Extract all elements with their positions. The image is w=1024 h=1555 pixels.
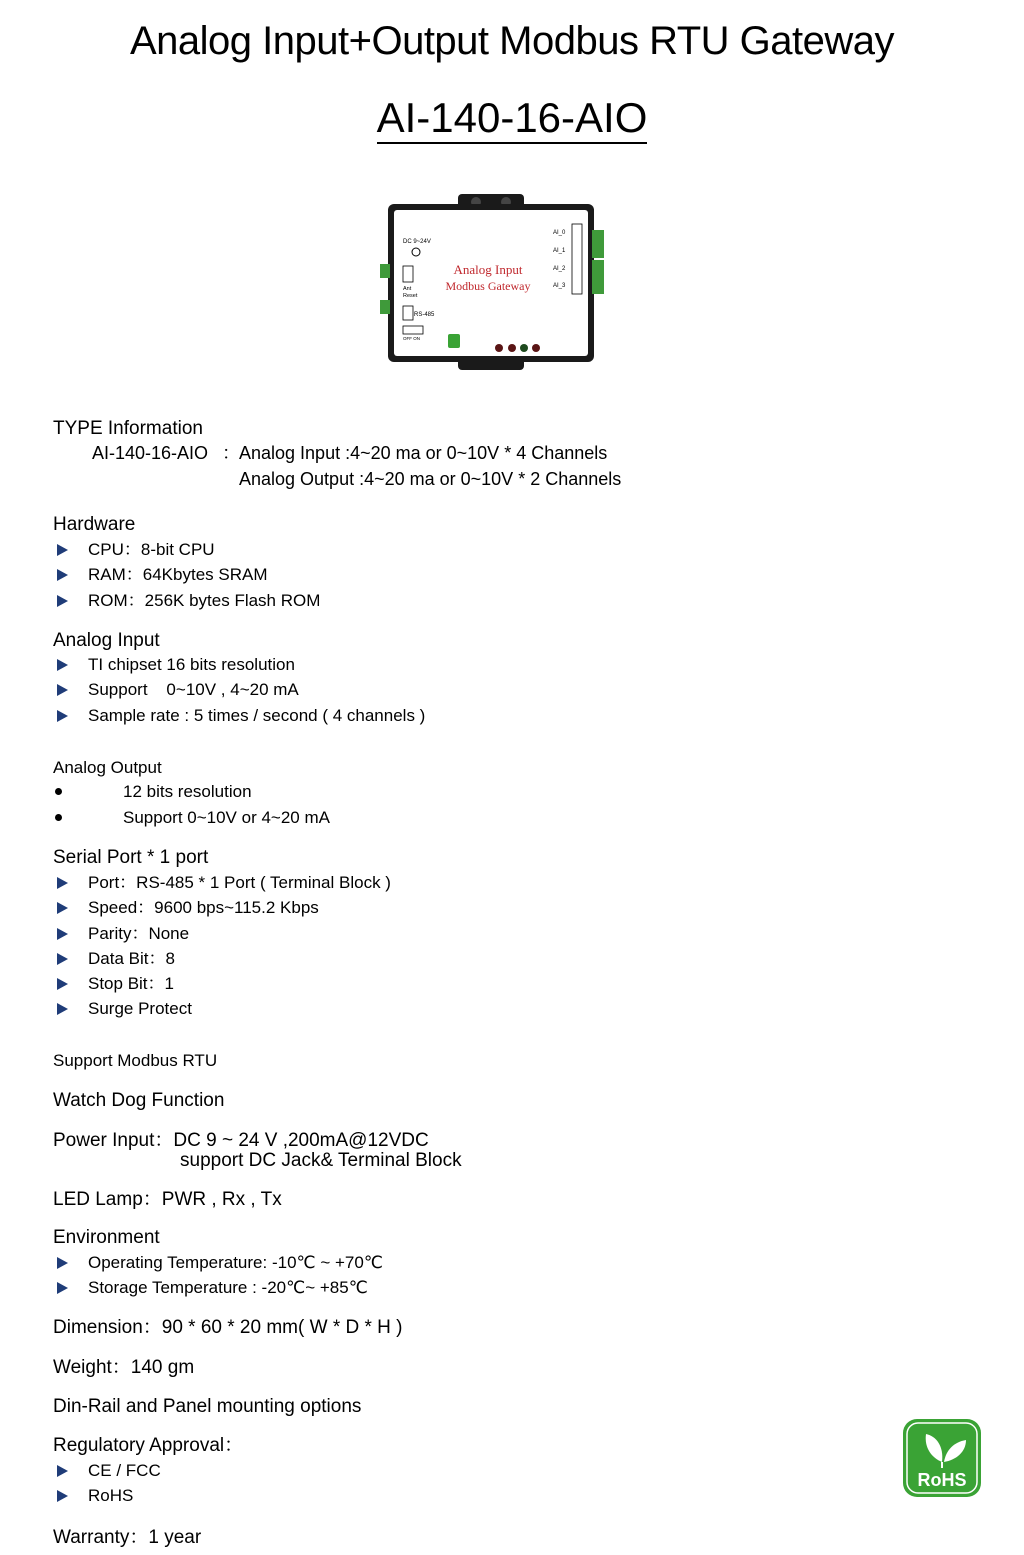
bullet-arrow-icon (57, 684, 68, 696)
port-label-3: AI_3 (553, 283, 566, 289)
hardware-list (53, 540, 753, 616)
list-item: CPU：8-bit CPU (53, 540, 753, 565)
analog-output-heading: Analog Output (53, 758, 162, 777)
watchdog-line: Watch Dog Function (53, 1090, 225, 1111)
bullet-dot-icon (55, 788, 62, 795)
list-item: Support 0~10V , 4~20 mA (53, 680, 753, 705)
switch-label: OFF ON (403, 336, 420, 341)
bullet-arrow-icon (57, 659, 68, 671)
list-item: 12 bits resolution (53, 782, 753, 808)
led-line: LED Lamp：PWR , Rx , Tx (53, 1189, 282, 1210)
bullet-arrow-icon (57, 978, 68, 990)
power-label: DC 9~24V (403, 239, 431, 245)
bullet-arrow-icon (57, 1282, 68, 1294)
dimension-line: Dimension：90 * 60 * 20 mm( W * D * H ) (53, 1317, 403, 1338)
bullet-arrow-icon (57, 928, 68, 940)
list-item: Data Bit：8 (53, 949, 753, 974)
port-label-1: AI_1 (553, 248, 566, 254)
bullet-arrow-icon (57, 595, 68, 607)
rs485-label: RS-485 (414, 312, 435, 318)
weight-line: Weight：140 gm (53, 1357, 195, 1378)
port-label-0: AI_0 (553, 230, 566, 236)
reset-label: Reset (403, 293, 418, 299)
bullet-arrow-icon (57, 1257, 68, 1269)
page-title: Analog Input+Output Modbus RTU Gateway (129, 19, 895, 63)
bullet-arrow-icon (57, 1490, 68, 1502)
bullet-arrow-icon (57, 902, 68, 914)
list-item: Surge Protect (53, 999, 753, 1024)
analog-input-heading: Analog Input (53, 630, 160, 651)
list-item: Parity：None (53, 924, 753, 949)
ant-label: Ant (403, 286, 412, 292)
bullet-arrow-icon (57, 710, 68, 722)
bullet-arrow-icon (57, 953, 68, 965)
port-label-2: AI_2 (553, 266, 566, 272)
environment-heading: Environment (53, 1227, 160, 1248)
bullet-arrow-icon (57, 544, 68, 556)
rohs-badge-icon (902, 1418, 982, 1498)
analog-output-list (53, 782, 753, 833)
type-info-model: AI-140-16-AIO (92, 443, 209, 463)
list-item: TI chipset 16 bits resolution (53, 655, 753, 680)
mounting-line: Din-Rail and Panel mounting options (53, 1396, 362, 1417)
environment-list (53, 1253, 753, 1304)
model-heading (0, 94, 1024, 142)
serial-heading: Serial Port * 1 port (53, 847, 209, 868)
hardware-heading: Hardware (53, 514, 136, 535)
list-item: Operating Temperature: -10℃ ~ +70℃ (53, 1253, 753, 1278)
rohs-badge-text: RoHS (917, 1470, 967, 1490)
bullet-arrow-icon (57, 1465, 68, 1477)
list-item: RAM：64Kbytes SRAM (53, 565, 753, 590)
power-line1: Power Input：DC 9 ~ 24 V ,200mA@12VDC (53, 1130, 429, 1151)
device-illustration (376, 190, 612, 374)
type-info-sep: ： (222, 443, 240, 463)
power-line2: support DC Jack& Terminal Block (180, 1150, 462, 1171)
analog-input-list (53, 655, 753, 731)
type-info-line2: Analog Output :4~20 ma or 0~10V * 2 Channels (239, 469, 622, 489)
warranty-line: Warranty：1 year (53, 1527, 202, 1548)
brand-line2: Modbus Gateway (445, 279, 531, 293)
modbus-line: Support Modbus RTU (53, 1051, 218, 1070)
list-item: Stop Bit：1 (53, 974, 753, 999)
bullet-dot-icon (55, 814, 62, 821)
list-item: Support 0~10V or 4~20 mA (53, 808, 753, 834)
type-info-line1: Analog Input :4~20 ma or 0~10V * 4 Channels (239, 443, 608, 463)
regulatory-heading: Regulatory Approval： (53, 1435, 244, 1456)
serial-list (53, 873, 753, 1025)
list-item: RoHS (53, 1486, 753, 1511)
list-item: Sample rate : 5 times / second ( 4 channels ) (53, 706, 753, 731)
model-name: AI-140-16-AIO (377, 94, 648, 144)
list-item: Storage Temperature : -20℃~ +85℃ (53, 1278, 753, 1303)
bullet-arrow-icon (57, 877, 68, 889)
list-item: ROM：256K bytes Flash ROM (53, 591, 753, 616)
regulatory-list (53, 1461, 753, 1512)
list-item: Speed：9600 bps~115.2 Kbps (53, 898, 753, 923)
list-item: CE / FCC (53, 1461, 753, 1486)
bullet-arrow-icon (57, 569, 68, 581)
bullet-arrow-icon (57, 1003, 68, 1015)
list-item: Port：RS-485 * 1 Port ( Terminal Block ) (53, 873, 753, 898)
type-info-heading: TYPE Information (53, 418, 203, 439)
brand-line1: Analog Input (453, 262, 523, 277)
